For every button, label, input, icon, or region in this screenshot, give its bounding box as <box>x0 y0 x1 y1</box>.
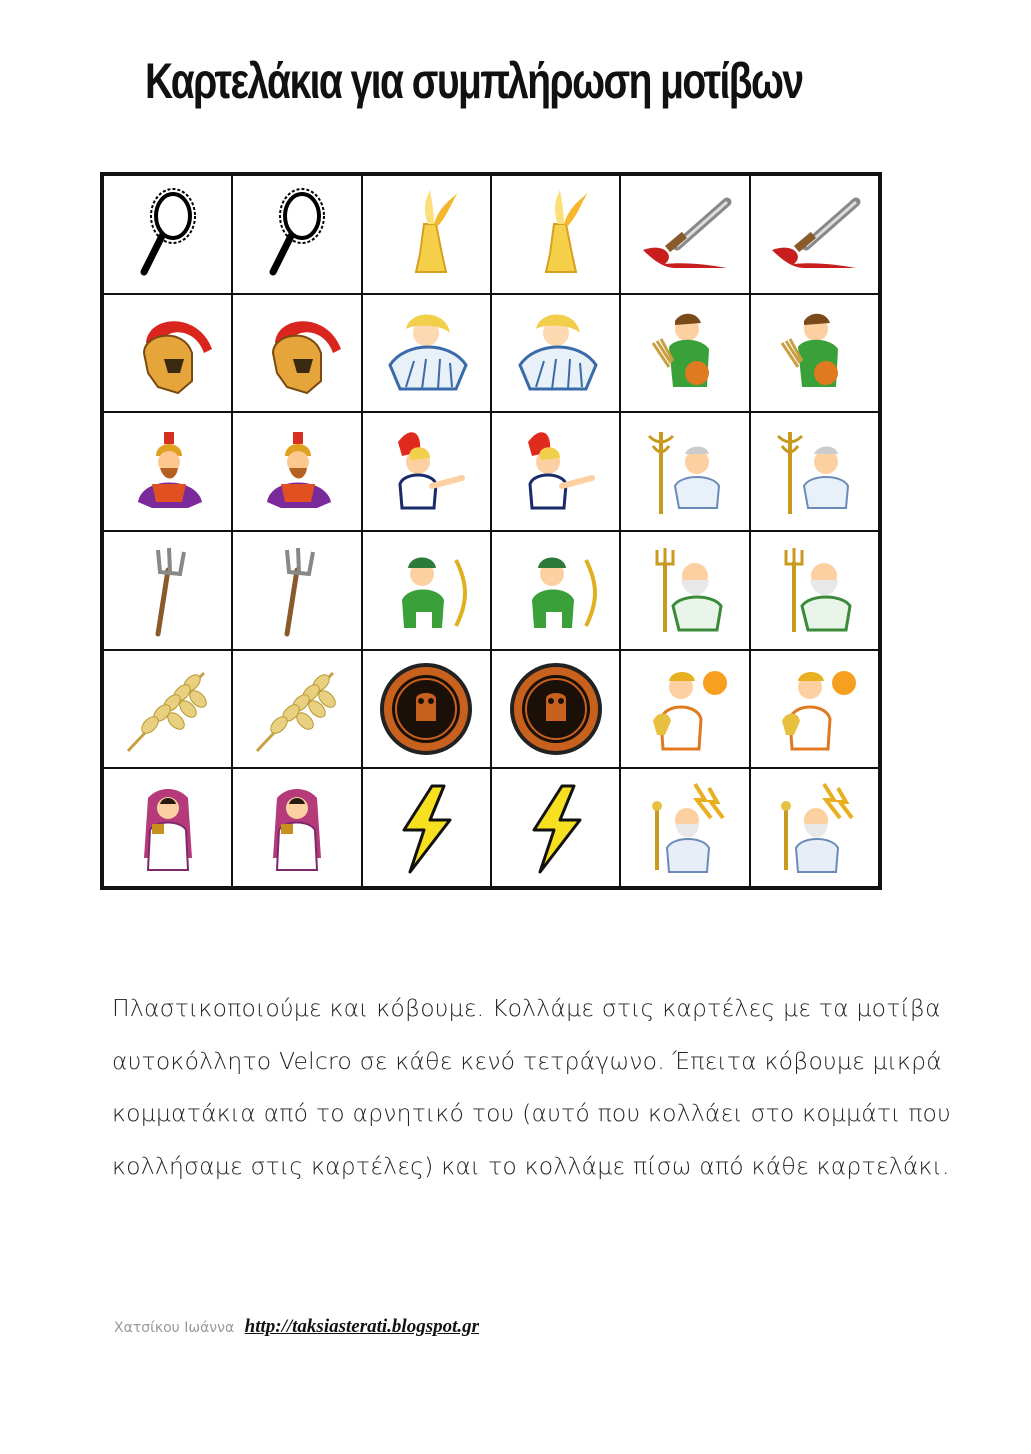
grid-cell <box>620 768 749 887</box>
ares-icon <box>247 422 347 522</box>
grid-cell <box>232 768 361 887</box>
dionysus-icon <box>635 303 735 403</box>
ares-icon <box>118 422 218 522</box>
footer <box>114 1316 479 1338</box>
grid-cell <box>491 294 620 413</box>
apollo-icon <box>635 659 735 759</box>
grid-cell <box>750 531 879 650</box>
apollo-icon <box>764 659 864 759</box>
hera-icon <box>247 778 347 878</box>
hera-icon <box>118 778 218 878</box>
athena-icon <box>506 422 606 522</box>
aphrodite-shell-icon <box>506 303 606 403</box>
grid-cell <box>103 650 232 769</box>
grid-cell <box>750 294 879 413</box>
grid-cell <box>232 650 361 769</box>
lightning-icon <box>506 778 606 878</box>
grid-cell <box>362 175 491 294</box>
grid-cell <box>362 294 491 413</box>
pattern-card-grid <box>100 172 882 890</box>
grid-cell <box>103 175 232 294</box>
trident-icon <box>247 540 347 640</box>
grid-cell <box>362 768 491 887</box>
grid-cell <box>750 768 879 887</box>
footer-url-link[interactable]: http://taksiasterati.blogspot.gr <box>244 1316 480 1337</box>
sword-icon <box>764 184 864 284</box>
grid-cell <box>232 531 361 650</box>
grid-cell <box>750 412 879 531</box>
winged-sandal-icon <box>376 184 476 284</box>
grid-cell <box>620 531 749 650</box>
dionysus-icon <box>764 303 864 403</box>
zeus-icon <box>764 778 864 878</box>
artemis-icon <box>376 540 476 640</box>
lightning-icon <box>376 778 476 878</box>
trident-icon <box>118 540 218 640</box>
instructions-text: Πλαστικοποιούμε και κόβουμε. Κολλάμε στις καρτέλες με τα μοτίβα αυτοκόλλητο Velcro σε κάθε κενό τετράγωνο. Έπειτα κόβουμε μικρά κομματάκια από το αρνητικό του (αυτό που κολλάει στο κομμάτι που κολλήσαμε στις καρτέλες) και το κολλάμε πίσω από κάθε καρτελάκι. <box>112 994 951 1180</box>
wheat-icon <box>118 659 218 759</box>
grid-cell <box>362 531 491 650</box>
grid-cell <box>491 650 620 769</box>
grid-cell <box>491 531 620 650</box>
grid-cell <box>620 650 749 769</box>
grid-cell <box>491 768 620 887</box>
mirror-icon <box>118 184 218 284</box>
artemis-icon <box>506 540 606 640</box>
owl-shield-icon <box>376 659 476 759</box>
grid-cell <box>750 175 879 294</box>
grid-cell <box>620 294 749 413</box>
grid-cell <box>103 531 232 650</box>
sword-icon <box>635 184 735 284</box>
grid-cell <box>362 650 491 769</box>
grid-cell <box>103 294 232 413</box>
mirror-icon <box>247 184 347 284</box>
aphrodite-shell-icon <box>376 303 476 403</box>
grid-cell <box>103 768 232 887</box>
grid-cell <box>232 294 361 413</box>
grid-cell <box>103 412 232 531</box>
grid-cell <box>620 175 749 294</box>
grid-cell <box>362 412 491 531</box>
helmet-icon <box>118 303 218 403</box>
athena-icon <box>376 422 476 522</box>
grid-cell <box>491 412 620 531</box>
wheat-icon <box>247 659 347 759</box>
owl-shield-icon <box>506 659 606 759</box>
helmet-icon <box>247 303 347 403</box>
footer-author: Χατσίκου Ιωάννα <box>114 1320 235 1336</box>
poseidon-icon <box>764 540 864 640</box>
grid-cell <box>232 175 361 294</box>
grid-cell <box>750 650 879 769</box>
grid-cell <box>620 412 749 531</box>
poseidon-icon <box>635 540 735 640</box>
zeus-icon <box>635 778 735 878</box>
grid-cell <box>491 175 620 294</box>
winged-sandal-icon <box>506 184 606 284</box>
grid-cell <box>232 412 361 531</box>
hermes-icon <box>635 422 735 522</box>
page-title: Καρτελάκια για συμπλήρωση μοτίβων <box>145 53 803 109</box>
hermes-icon <box>764 422 864 522</box>
